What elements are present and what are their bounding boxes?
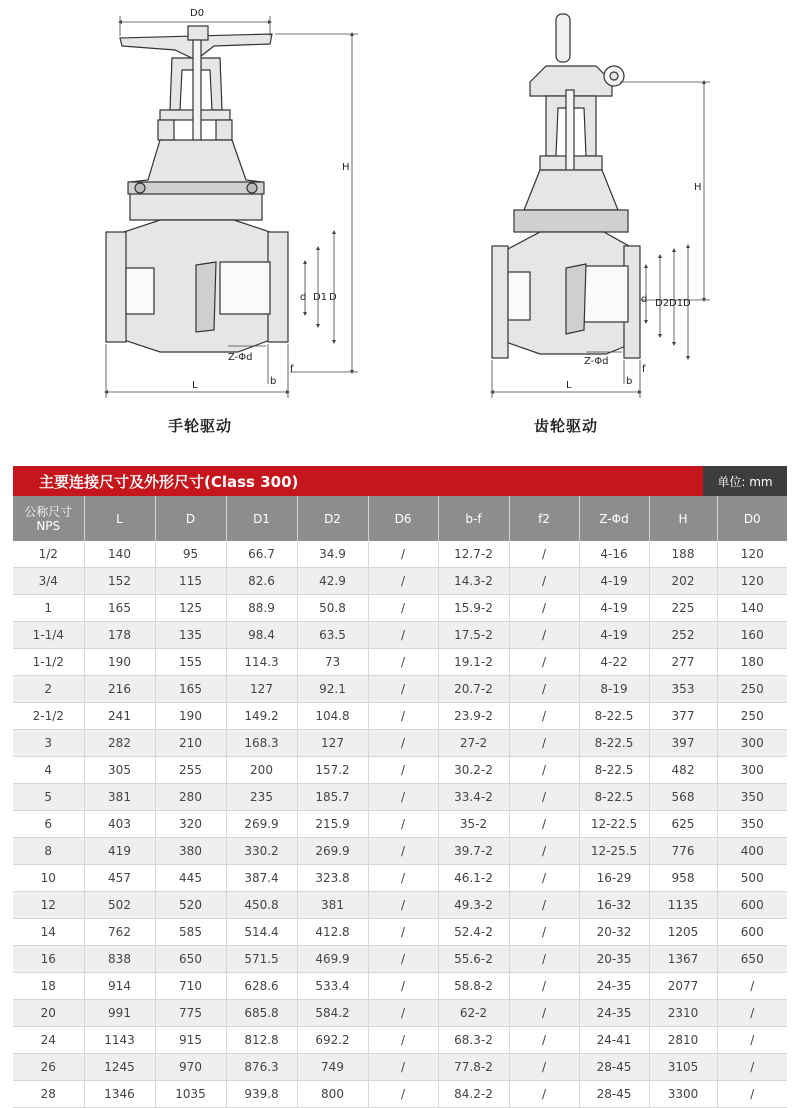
table-cell: 185.7 [297, 784, 368, 811]
table-cell: 252 [649, 622, 717, 649]
table-row [13, 676, 787, 703]
table-cell: 1245 [84, 1054, 155, 1081]
table-cell: 269.9 [226, 811, 297, 838]
table-cell: 250 [717, 703, 787, 730]
table-cell: 16-32 [579, 892, 649, 919]
table-cell: / [368, 730, 438, 757]
table-cell: 114.3 [226, 649, 297, 676]
table-cell: 17.5-2 [438, 622, 509, 649]
table-cell: 20-32 [579, 919, 649, 946]
table-cell: 235 [226, 784, 297, 811]
table-cell: 502 [84, 892, 155, 919]
column-header: H [649, 496, 717, 541]
table-cell: / [368, 622, 438, 649]
table-cell: / [509, 730, 579, 757]
svg-text:L: L [566, 380, 572, 391]
table-title: 主要连接尺寸及外形尺寸(Class 300) [39, 472, 299, 491]
column-header: D2 [297, 496, 368, 541]
table-cell: 939.8 [226, 1081, 297, 1108]
table-cell: 685.8 [226, 1000, 297, 1027]
table-cell: 180 [717, 649, 787, 676]
table-cell: 46.1-2 [438, 865, 509, 892]
table-cell: 4-19 [579, 568, 649, 595]
table-cell: 30.2-2 [438, 757, 509, 784]
table-cell: 55.6-2 [438, 946, 509, 973]
table-cell: 482 [649, 757, 717, 784]
table-cell: 23.9-2 [438, 703, 509, 730]
table-cell: 210 [155, 730, 226, 757]
table-cell: 8-22.5 [579, 730, 649, 757]
table-cell: 568 [649, 784, 717, 811]
table-row [13, 730, 787, 757]
table-row [13, 865, 787, 892]
table-cell: 1135 [649, 892, 717, 919]
table-cell: 66.7 [226, 541, 297, 568]
gear-valve-drawing [492, 14, 640, 358]
svg-text:Z-Φd: Z-Φd [228, 352, 253, 363]
table-cell: 77.8-2 [438, 1054, 509, 1081]
table-cell: 282 [84, 730, 155, 757]
table-cell: / [509, 1027, 579, 1054]
table-cell: 12-25.5 [579, 838, 649, 865]
svg-text:H: H [694, 182, 702, 193]
table-cell: 216 [84, 676, 155, 703]
gear-caption: 齿轮驱动 [534, 417, 599, 435]
column-header: D0 [717, 496, 787, 541]
handwheel-caption: 手轮驱动 [168, 417, 233, 435]
table-cell: 255 [155, 757, 226, 784]
table-cell: 20-35 [579, 946, 649, 973]
svg-text:D1: D1 [669, 298, 684, 309]
table-cell: / [509, 946, 579, 973]
table-cell: / [509, 757, 579, 784]
table-cell: 1-1/4 [13, 622, 84, 649]
table-row [13, 703, 787, 730]
table-cell: 16-29 [579, 865, 649, 892]
table-cell: 104.8 [297, 703, 368, 730]
table-cell: 155 [155, 649, 226, 676]
table-cell: 241 [84, 703, 155, 730]
table-cell: 24-35 [579, 1000, 649, 1027]
table-cell: 12 [13, 892, 84, 919]
table-row [13, 946, 787, 973]
table-cell: 387.4 [226, 865, 297, 892]
table-row [13, 838, 787, 865]
table-cell: / [509, 622, 579, 649]
table-cell: 457 [84, 865, 155, 892]
table-row [13, 1081, 787, 1108]
table-cell: 571.5 [226, 946, 297, 973]
table-cell: 28-45 [579, 1054, 649, 1081]
table-cell: 200 [226, 757, 297, 784]
table-row [13, 568, 787, 595]
table-cell: 28-45 [579, 1081, 649, 1108]
table-cell: / [509, 595, 579, 622]
column-header: f2 [509, 496, 579, 541]
table-cell: / [368, 649, 438, 676]
table-cell: 300 [717, 757, 787, 784]
table-cell: 115 [155, 568, 226, 595]
table-cell: 320 [155, 811, 226, 838]
table-cell: 1-1/2 [13, 649, 84, 676]
table-cell: 20.7-2 [438, 676, 509, 703]
table-banner [13, 466, 787, 496]
table-cell: 98.4 [226, 622, 297, 649]
table-cell: 12-22.5 [579, 811, 649, 838]
table-cell: / [509, 1081, 579, 1108]
table-cell: 215.9 [297, 811, 368, 838]
table-cell: 140 [84, 541, 155, 568]
table-row [13, 892, 787, 919]
table-cell: / [509, 1054, 579, 1081]
table-cell: / [368, 703, 438, 730]
table-cell: / [509, 568, 579, 595]
svg-text:b: b [270, 376, 277, 387]
table-cell: 8-19 [579, 676, 649, 703]
table-cell: 8 [13, 838, 84, 865]
table-cell: 775 [155, 1000, 226, 1027]
table-cell: 3105 [649, 1054, 717, 1081]
column-header: 公称尺寸 NPS [13, 496, 84, 541]
table-cell: 10 [13, 865, 84, 892]
column-header: b-f [438, 496, 509, 541]
dimension-table [13, 496, 787, 1108]
table-cell: 419 [84, 838, 155, 865]
table-row [13, 811, 787, 838]
table-cell: 323.8 [297, 865, 368, 892]
table-cell: 6 [13, 811, 84, 838]
table-cell: 2 [13, 676, 84, 703]
table-cell: 600 [717, 919, 787, 946]
column-header: L [84, 496, 155, 541]
table-cell: 3300 [649, 1081, 717, 1108]
svg-text:D2: D2 [655, 298, 670, 309]
table-row [13, 1054, 787, 1081]
table-cell: / [368, 892, 438, 919]
table-cell: / [368, 1081, 438, 1108]
table-cell: / [368, 676, 438, 703]
table-cell: 4-16 [579, 541, 649, 568]
table-cell: 152 [84, 568, 155, 595]
table-cell: 280 [155, 784, 226, 811]
table-cell: 26 [13, 1054, 84, 1081]
table-cell: / [368, 784, 438, 811]
table-cell: / [368, 1054, 438, 1081]
table-cell: 585 [155, 919, 226, 946]
table-row [13, 649, 787, 676]
table-row [13, 1000, 787, 1027]
table-cell: 1346 [84, 1081, 155, 1108]
table-cell: 49.3-2 [438, 892, 509, 919]
table-cell: 353 [649, 676, 717, 703]
table-cell: 120 [717, 568, 787, 595]
table-cell: / [368, 568, 438, 595]
table-cell: 33.4-2 [438, 784, 509, 811]
table-cell: / [509, 973, 579, 1000]
table-header-row [13, 496, 787, 541]
table-cell: / [509, 865, 579, 892]
svg-text:f: f [642, 364, 646, 375]
table-cell: 127 [297, 730, 368, 757]
table-cell: 450.8 [226, 892, 297, 919]
table-cell: / [368, 595, 438, 622]
table-cell: 5 [13, 784, 84, 811]
table-cell: 42.9 [297, 568, 368, 595]
table-cell: 188 [649, 541, 717, 568]
table-cell: 2310 [649, 1000, 717, 1027]
table-cell: 1367 [649, 946, 717, 973]
table-cell: 625 [649, 811, 717, 838]
table-cell: 2810 [649, 1027, 717, 1054]
table-cell: 52.4-2 [438, 919, 509, 946]
table-cell: / [509, 838, 579, 865]
column-header: D6 [368, 496, 438, 541]
table-cell: 149.2 [226, 703, 297, 730]
table-cell: / [368, 838, 438, 865]
table-cell: 876.3 [226, 1054, 297, 1081]
table-cell: / [717, 1000, 787, 1027]
table-cell: / [509, 892, 579, 919]
table-cell: 225 [649, 595, 717, 622]
table-cell: 958 [649, 865, 717, 892]
table-cell: 412.8 [297, 919, 368, 946]
table-cell: 39.7-2 [438, 838, 509, 865]
table-cell: 277 [649, 649, 717, 676]
table-cell: 28 [13, 1081, 84, 1108]
table-cell: 15.9-2 [438, 595, 509, 622]
table-cell: 710 [155, 973, 226, 1000]
svg-text:D0: D0 [190, 8, 205, 19]
table-cell: 500 [717, 865, 787, 892]
table-cell: 127 [226, 676, 297, 703]
table-cell: 8-22.5 [579, 703, 649, 730]
table-cell: 4-19 [579, 595, 649, 622]
table-cell: 380 [155, 838, 226, 865]
table-cell: 24 [13, 1027, 84, 1054]
svg-text:d: d [641, 294, 648, 305]
unit-label: 单位: mm [703, 466, 787, 496]
table-cell: 16 [13, 946, 84, 973]
table-cell: 202 [649, 568, 717, 595]
table-cell: 160 [717, 622, 787, 649]
table-cell: 838 [84, 946, 155, 973]
table-cell: 749 [297, 1054, 368, 1081]
table-cell: 400 [717, 838, 787, 865]
table-row [13, 541, 787, 568]
table-cell: / [509, 703, 579, 730]
table-cell: 125 [155, 595, 226, 622]
table-cell: 445 [155, 865, 226, 892]
svg-text:D1: D1 [313, 292, 328, 303]
table-cell: 63.5 [297, 622, 368, 649]
table-cell: / [509, 784, 579, 811]
table-cell: 4-19 [579, 622, 649, 649]
table-cell: 165 [155, 676, 226, 703]
column-header: D [155, 496, 226, 541]
table-cell: 20 [13, 1000, 84, 1027]
table-cell: 692.2 [297, 1027, 368, 1054]
svg-text:L: L [192, 380, 198, 391]
table-cell: 178 [84, 622, 155, 649]
table-cell: 915 [155, 1027, 226, 1054]
table-cell: 1 [13, 595, 84, 622]
table-row [13, 973, 787, 1000]
column-header: Z-Φd [579, 496, 649, 541]
table-cell: 95 [155, 541, 226, 568]
table-cell: 812.8 [226, 1027, 297, 1054]
table-cell: 4-22 [579, 649, 649, 676]
table-cell: / [368, 1027, 438, 1054]
table-cell: 650 [155, 946, 226, 973]
table-cell: 68.3-2 [438, 1027, 509, 1054]
table-cell: 168.3 [226, 730, 297, 757]
table-cell: 350 [717, 784, 787, 811]
svg-text:Z-Φd: Z-Φd [584, 356, 609, 367]
table-cell: 800 [297, 1081, 368, 1108]
table-cell: / [509, 1000, 579, 1027]
table-cell: / [509, 649, 579, 676]
table-cell: 140 [717, 595, 787, 622]
table-cell: / [368, 946, 438, 973]
table-cell: 14 [13, 919, 84, 946]
table-cell: 58.8-2 [438, 973, 509, 1000]
table-cell: 82.6 [226, 568, 297, 595]
table-cell: 8-22.5 [579, 784, 649, 811]
handwheel-valve-drawing [106, 26, 288, 352]
table-cell: 1/2 [13, 541, 84, 568]
table-cell: 157.2 [297, 757, 368, 784]
table-cell: 24-41 [579, 1027, 649, 1054]
table-cell: 628.6 [226, 973, 297, 1000]
table-cell: 190 [155, 703, 226, 730]
table-cell: 1035 [155, 1081, 226, 1108]
table-cell: 2-1/2 [13, 703, 84, 730]
table-cell: 120 [717, 541, 787, 568]
table-cell: 165 [84, 595, 155, 622]
table-cell: 762 [84, 919, 155, 946]
table-cell: / [368, 811, 438, 838]
table-cell: 269.9 [297, 838, 368, 865]
table-cell: 62-2 [438, 1000, 509, 1027]
table-cell: 8-22.5 [579, 757, 649, 784]
table-row [13, 784, 787, 811]
table-cell: 12.7-2 [438, 541, 509, 568]
table-cell: 350 [717, 811, 787, 838]
table-cell: 35-2 [438, 811, 509, 838]
table-cell: 330.2 [226, 838, 297, 865]
table-cell: 469.9 [297, 946, 368, 973]
table-cell: 1205 [649, 919, 717, 946]
table-cell: / [717, 1027, 787, 1054]
table-cell: / [368, 865, 438, 892]
svg-text:b: b [626, 376, 633, 387]
table-cell: 135 [155, 622, 226, 649]
table-cell: 1143 [84, 1027, 155, 1054]
table-cell: 3 [13, 730, 84, 757]
svg-text:D: D [329, 292, 337, 303]
table-cell: 88.9 [226, 595, 297, 622]
table-cell: 24-35 [579, 973, 649, 1000]
svg-text:H: H [342, 162, 350, 173]
table-cell: 14.3-2 [438, 568, 509, 595]
table-cell: / [717, 1054, 787, 1081]
column-header: D1 [226, 496, 297, 541]
table-cell: 584.2 [297, 1000, 368, 1027]
table-cell: 776 [649, 838, 717, 865]
table-row [13, 757, 787, 784]
table-cell: 18 [13, 973, 84, 1000]
table-cell: 970 [155, 1054, 226, 1081]
svg-text:f: f [290, 364, 294, 375]
table-cell: 600 [717, 892, 787, 919]
table-row [13, 1027, 787, 1054]
table-cell: 381 [84, 784, 155, 811]
table-cell: / [717, 1081, 787, 1108]
table-cell: / [368, 757, 438, 784]
table-cell: 2077 [649, 973, 717, 1000]
table-cell: / [368, 1000, 438, 1027]
table-cell: 50.8 [297, 595, 368, 622]
table-cell: / [509, 811, 579, 838]
table-cell: 84.2-2 [438, 1081, 509, 1108]
table-cell: 190 [84, 649, 155, 676]
svg-text:D: D [683, 298, 691, 309]
table-cell: 73 [297, 649, 368, 676]
table-cell: / [509, 676, 579, 703]
table-cell: 650 [717, 946, 787, 973]
table-cell: 914 [84, 973, 155, 1000]
table-cell: 403 [84, 811, 155, 838]
table-cell: 514.4 [226, 919, 297, 946]
table-cell: 250 [717, 676, 787, 703]
table-cell: / [368, 919, 438, 946]
svg-text:d: d [300, 292, 307, 303]
table-cell: 34.9 [297, 541, 368, 568]
table-cell: 19.1-2 [438, 649, 509, 676]
table-cell: 92.1 [297, 676, 368, 703]
table-cell: 991 [84, 1000, 155, 1027]
table-cell: 3/4 [13, 568, 84, 595]
table-row [13, 622, 787, 649]
table-row [13, 595, 787, 622]
table-cell: 397 [649, 730, 717, 757]
table-cell: / [717, 973, 787, 1000]
valve-drawings [0, 0, 800, 450]
table-cell: 533.4 [297, 973, 368, 1000]
table-cell: 300 [717, 730, 787, 757]
table-cell: 4 [13, 757, 84, 784]
table-cell: 305 [84, 757, 155, 784]
table-cell: 377 [649, 703, 717, 730]
table-row [13, 919, 787, 946]
table-cell: / [368, 541, 438, 568]
table-cell: / [509, 919, 579, 946]
table-cell: 27-2 [438, 730, 509, 757]
table-cell: / [368, 973, 438, 1000]
table-cell: 381 [297, 892, 368, 919]
table-cell: / [509, 541, 579, 568]
table-cell: 520 [155, 892, 226, 919]
